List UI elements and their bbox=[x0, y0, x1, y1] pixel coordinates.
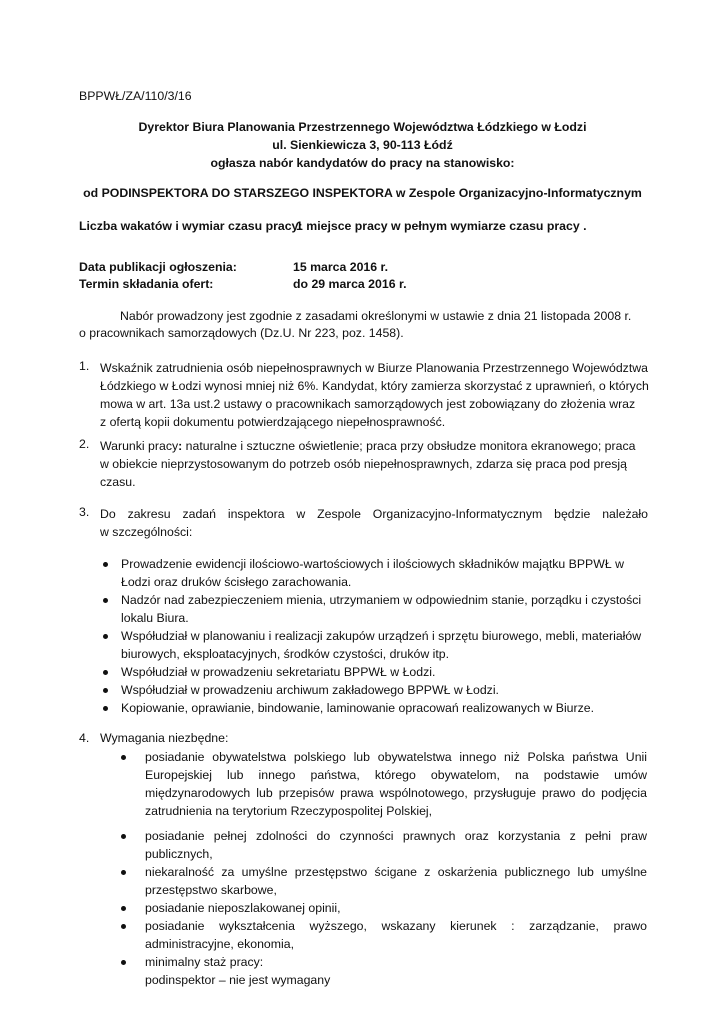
bullet-icon bbox=[121, 834, 126, 839]
intro-line-2: o pracownikach samorządowych (Dz.U. Nr 223, poz. 1458). bbox=[79, 326, 404, 340]
section-2-number: 2. bbox=[79, 437, 90, 451]
deadline-value: do 29 marca 2016 r. bbox=[293, 277, 407, 291]
requirement-line: przestępstwo skarbowe, bbox=[145, 883, 277, 897]
section-3-number: 3. bbox=[79, 505, 90, 519]
vacancies-label: Liczba wakatów i wymiar czasu pracy: bbox=[79, 219, 303, 233]
bullet-icon bbox=[121, 960, 126, 965]
bullet-icon bbox=[103, 634, 108, 639]
section-2-line-3: czasu. bbox=[100, 475, 136, 489]
bullet-icon bbox=[121, 755, 126, 760]
requirement-item bbox=[145, 827, 647, 863]
duty-item bbox=[121, 681, 661, 699]
section-2-text bbox=[100, 437, 660, 491]
header-line-2: ul. Sienkiewicza 3, 90-113 Łódź bbox=[272, 138, 453, 152]
bullet-icon bbox=[121, 924, 126, 929]
duty-item bbox=[121, 555, 661, 591]
duty-line: Współudział w prowadzeniu sekretariatu BPPWŁ w Łodzi. bbox=[121, 665, 436, 679]
duty-item bbox=[121, 699, 661, 717]
bullet-icon bbox=[103, 562, 108, 567]
requirement-line: podinspektor – nie jest wymagany bbox=[145, 973, 331, 987]
requirement-item bbox=[145, 863, 647, 899]
section-4-number: 4. bbox=[79, 731, 90, 745]
requirement-line: Europejskiej lub innego państwa, którego obywatelom, na podstawie umów bbox=[145, 768, 647, 782]
header-line-1: Dyrektor Biura Planowania Przestrzennego Województwa Łódzkiego w Łodzi bbox=[138, 120, 587, 134]
section-3-line-2: w szczególności: bbox=[100, 525, 193, 539]
section-2-label: Warunki pracy bbox=[100, 439, 179, 453]
requirement-line: posiadanie nieposzlakowanej opinii, bbox=[145, 901, 341, 915]
duty-item bbox=[121, 663, 661, 681]
requirement-item bbox=[145, 953, 647, 989]
vacancies-value: 1 miejsce pracy w pełnym wymiarze czasu pracy . bbox=[296, 219, 587, 233]
position-title: od PODINSPEKTORA DO STARSZEGO INSPEKTORA w Zespole Organizacyjno-Informatycznym bbox=[83, 186, 642, 200]
section-3-line-1: Do zakresu zadań inspektora w Zespole Organizacyjno-Informatycznym będzie należało bbox=[100, 507, 648, 521]
intro-line-1: Nabór prowadzony jest zgodnie z zasadami określonymi w ustawie z dnia 21 listopada 2008 r. bbox=[120, 309, 632, 323]
duty-item bbox=[121, 627, 661, 663]
requirement-line: niekaralność za umyślne przestępstwo ścigane z oskarżenia publicznego lub umyślne bbox=[145, 865, 647, 879]
duty-line: Współudział w prowadzeniu archiwum zakładowego BPPWŁ w Łodzi. bbox=[121, 683, 499, 697]
header-line-3: ogłasza nabór kandydatów do pracy na stanowisko: bbox=[210, 156, 515, 170]
duty-line: Współudział w planowaniu i realizacji zakupów urządzeń i sprzętu biurowego, mebli, materiałów bbox=[121, 629, 642, 643]
reference-number: BPPWŁ/ZA/110/3/16 bbox=[79, 89, 192, 103]
requirement-line: administracyjne, ekonomia, bbox=[145, 937, 294, 951]
requirement-line: posiadanie wykształcenia wyższego, wskazany kierunek : zarządzanie, prawo bbox=[145, 919, 647, 933]
requirement-line: międzynarodowych lub przepisów prawa wspólnotowego, przysługuje prawo do podjęcia bbox=[145, 786, 647, 800]
bullet-icon bbox=[103, 706, 108, 711]
section-1-line: z ofertą kopii dokumentu potwierdzającego niepełnosprawność. bbox=[100, 415, 446, 429]
requirement-line: publicznych, bbox=[145, 847, 213, 861]
section-2-line-1: naturalne i sztuczne oświetlenie; praca przy obsłudze monitora ekranowego; praca bbox=[182, 439, 636, 453]
duty-line: Kopiowanie, oprawianie, bindowanie, laminowanie opracowań realizowanych w Biurze. bbox=[121, 701, 595, 715]
duty-line: biurowych, eksploatacyjnych, środków czystości, druków itp. bbox=[121, 647, 450, 661]
requirement-item bbox=[145, 899, 647, 917]
bullet-icon bbox=[103, 598, 108, 603]
deadline-label: Termin składania ofert: bbox=[79, 277, 214, 291]
bullet-icon bbox=[121, 906, 126, 911]
publication-date-label: Data publikacji ogłoszenia: bbox=[79, 260, 237, 274]
duty-line: Prowadzenie ewidencji ilościowo-wartościowych i ilościowych składników majątku BPPWŁ w bbox=[121, 557, 624, 571]
publication-date-value: 15 marca 2016 r. bbox=[293, 260, 389, 274]
requirement-line: zatrudnienia na terytorium Rzeczypospolitej Polskiej, bbox=[145, 804, 433, 818]
section-1-line: Wskaźnik zatrudnienia osób niepełnosprawnych w Biurze Planowania Przestrzennego Województwa bbox=[100, 361, 648, 375]
bullet-icon bbox=[103, 670, 108, 675]
duty-line: lokalu Biura. bbox=[121, 611, 189, 625]
duty-line: Łodzi oraz druków ścisłego zarachowania. bbox=[121, 575, 352, 589]
requirement-item bbox=[145, 917, 647, 953]
section-1-number: 1. bbox=[79, 359, 90, 373]
section-4-heading: Wymagania niezbędne: bbox=[100, 731, 229, 745]
requirement-line: posiadanie obywatelstwa polskiego lub obywatelstwa innego niż Polska państwa Unii bbox=[145, 750, 647, 764]
section-2-line-2: w obiekcie nieprzystosowanym do potrzeb osób niepełnosprawnych, zdarza się praca pod presją bbox=[100, 457, 628, 471]
bullet-icon bbox=[103, 688, 108, 693]
section-1-line: Łódzkiego w Łodzi wynosi mniej niż 6%. Kandydat, który zamierza skorzystać z uprawnień, o których bbox=[100, 379, 649, 393]
bullet-icon bbox=[121, 870, 126, 875]
duty-item bbox=[121, 591, 661, 627]
requirement-line: posiadanie pełnej zdolności do czynności prawnych oraz korzystania z pełni praw bbox=[145, 829, 647, 843]
section-3-intro bbox=[100, 505, 648, 541]
section-2-colon: : bbox=[178, 439, 183, 453]
duty-line: Nadzór nad zabezpieczeniem mienia, utrzymaniem w odpowiednim stanie, porządku i czystości bbox=[121, 593, 642, 607]
requirement-line: minimalny staż pracy: bbox=[145, 955, 264, 969]
section-1-text bbox=[100, 359, 660, 431]
requirement-item bbox=[145, 748, 647, 820]
section-1-line: mowa w art. 13a ust.2 ustawy o pracownikach samorządowych jest zobowiązany do złożenia wraz bbox=[100, 397, 636, 411]
